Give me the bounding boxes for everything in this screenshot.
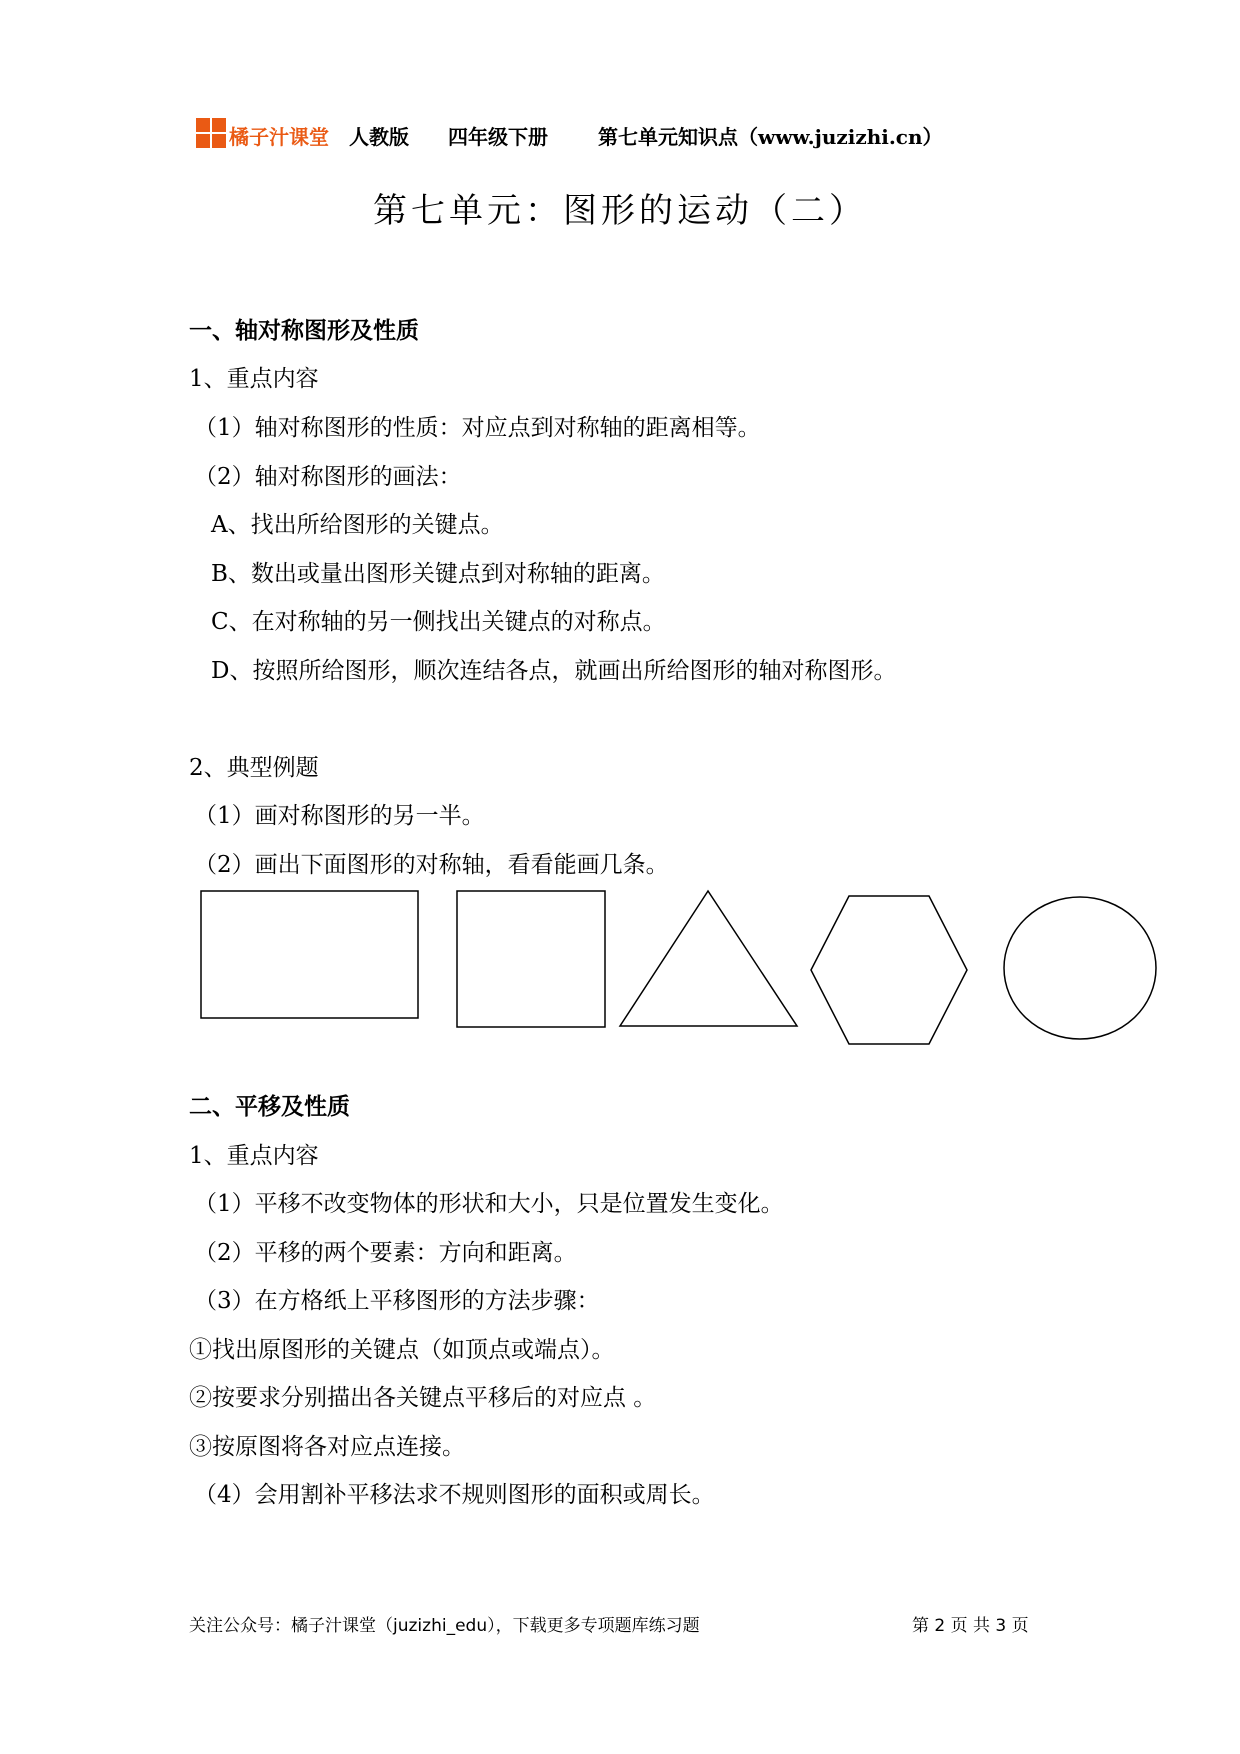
example-item: （1）画对称图形的另一半。 [194,803,485,829]
circle-shape [1004,897,1156,1039]
brand-logo-icon [196,118,226,148]
section2-item: （3）在方格纸上平移图形的方法步骤： [194,1288,600,1314]
section2-step: ①找出原图形的关键点（如顶点或端点）。 [189,1337,615,1363]
section2-item: （2）平移的两个要素：方向和距离。 [194,1240,577,1266]
example-item: （2）画出下面图形的对称轴，看看能画几条。 [194,852,669,878]
triangle-shape [620,891,797,1026]
header-edition: 人教版 [349,125,409,149]
section1-item: C、在对称轴的另一侧找出关键点的对称点。 [211,609,666,635]
section1-item: B、数出或量出图形关键点到对称轴的距离。 [211,561,665,587]
hexagon-shape [811,896,967,1044]
section2-step: ②按要求分别描出各关键点平移后的对应点 。 [189,1385,657,1411]
section1-item: A、找出所给图形的关键点。 [211,512,504,538]
section1-item: （1）轴对称图形的性质：对应点到对称轴的距离相等。 [194,415,761,441]
rectangle-shape [201,891,418,1018]
footer-note: 关注公众号：橘子汁课堂（juzizhi_edu），下载更多专项题库练习题 [189,1616,700,1636]
header-unit: 第七单元知识点（www.juzizhi.cn） [598,125,943,149]
header-grade: 四年级下册 [448,125,548,149]
section2-item: （1）平移不改变物体的形状和大小，只是位置发生变化。 [194,1191,784,1217]
section1-item: D、按照所给图形，顺次连结各点，就画出所给图形的轴对称图形。 [211,658,897,684]
page-number: 第 2 页 共 3 页 [912,1616,1029,1636]
shapes-figure [0,880,1240,1060]
page-title: 第七单元：图形的运动（二） [373,191,867,231]
section1-sub2: 2、典型例题 [189,755,319,781]
square-shape [457,891,605,1027]
section2-item: （4）会用割补平移法求不规则图形的面积或周长。 [194,1482,715,1508]
section2-step: ③按原图将各对应点连接。 [189,1434,465,1460]
brand-name: 橘子汁课堂 [229,125,329,149]
section2-sub1: 1、重点内容 [189,1143,319,1169]
section1-sub1: 1、重点内容 [189,366,319,392]
section1-item: （2）轴对称图形的画法： [194,464,462,490]
section2-heading: 二、平移及性质 [189,1093,350,1120]
section1-heading: 一、轴对称图形及性质 [189,317,419,344]
